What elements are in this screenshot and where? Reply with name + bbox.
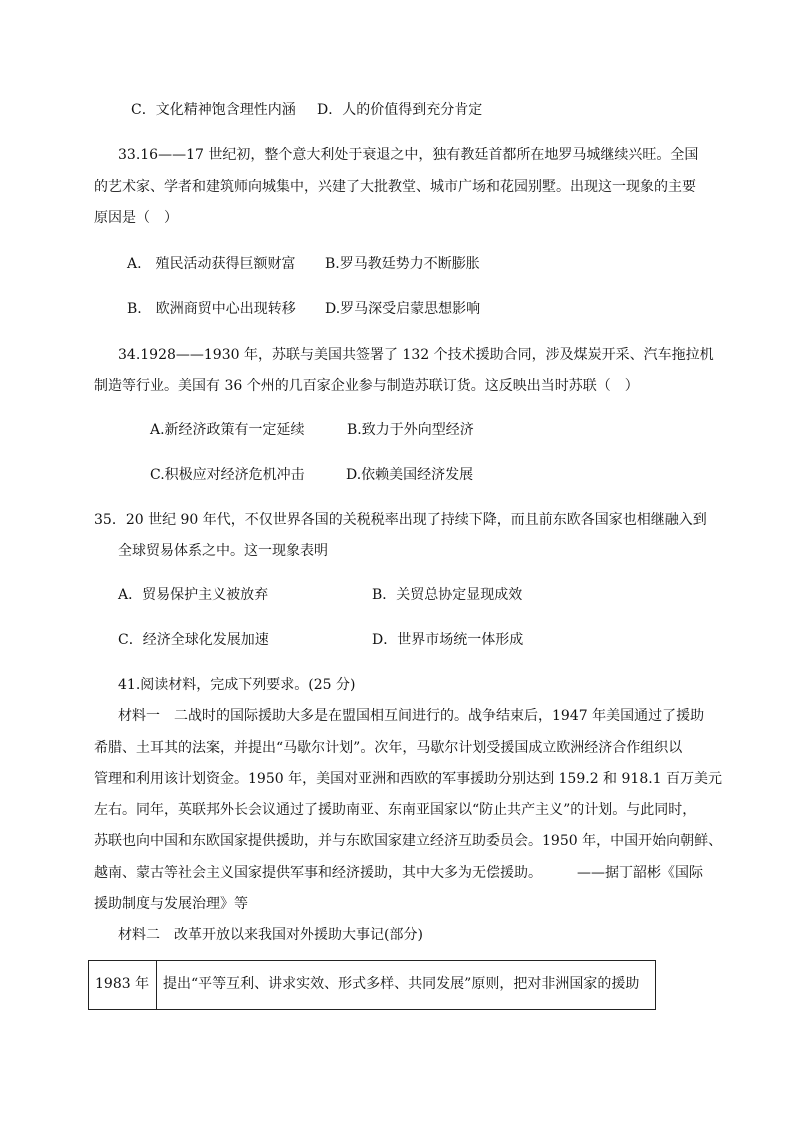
- q33-option-c: B. 欧洲商贸中心出现转移: [127, 301, 296, 317]
- q34-stem-line-2: 制造等行业。美国有 36 个州的几百家企业参与制造苏联订货。这反映出当时苏联（ ）: [94, 378, 639, 394]
- q35-option-c: C．经济全球化发展加速: [118, 632, 269, 648]
- table-cell-year: 1983 年: [89, 961, 157, 1009]
- q32-option-d: D．人的价值得到充分肯定: [317, 102, 483, 118]
- q34-option-a: A.新经济政策有一定延续: [150, 422, 305, 438]
- q33-stem-line-2: 的艺术家、学者和建筑师向城集中，兴建了大批教堂、城市广场和花园别墅。出现这一现象的主要: [94, 179, 696, 195]
- q33-stem-line-1: 33.16——17 世纪初，整个意大利处于衰退之中，独有教廷首都所在地罗马城继续兴旺。全国: [118, 147, 699, 163]
- q34-option-b: B.致力于外向型经济: [347, 422, 474, 438]
- q35-option-b: B．关贸总协定显现成效: [372, 587, 523, 603]
- q33-option-a: A. 殖民活动获得巨额财富: [127, 256, 296, 272]
- q35-stem-line-2: 全球贸易体系之中。这一现象表明: [118, 543, 328, 559]
- q35-stem-line-1: 35．20 世纪 90 年代，不仅世界各国的关税税率出现了持续下降，而且前东欧各国家也相继融入到: [94, 512, 707, 528]
- table-cell-event: 提出“平等互利、讲求实效、形式多样、共同发展”原则，把对非洲国家的援助: [163, 976, 640, 992]
- material-1-line-1: 材料一 二战时的国际援助大多是在盟国相互间进行的。战争结束后，1947 年美国通过了援助: [118, 708, 705, 724]
- material-1-line-2: 希腊、土耳其的法案，并提出“马歇尔计划”。次年，马歇尔计划受援国成立欧洲经济合作组织以: [94, 740, 683, 756]
- material-1-line-4: 左右。同年，英联邦外长会议通过了援助南亚、东南亚国家以“防止共产主义”的计划。与此同时，: [94, 802, 697, 818]
- q32-option-c: C．文化精神饱含理性内涵: [131, 102, 296, 118]
- q35-option-d: D．世界市场统一体形成: [372, 632, 524, 648]
- q34-option-c: C.积极应对经济危机冲击: [150, 467, 305, 483]
- events-table: [88, 960, 656, 1010]
- material-2-title: 材料二 改革开放以来我国对外援助大事记(部分): [118, 927, 423, 943]
- q33-stem-line-3: 原因是（ ）: [94, 210, 178, 226]
- q33-option-b: B.罗马教廷势力不断膨胀: [325, 256, 480, 272]
- material-1-line-3: 管理和利用该计划资金。1950 年，美国对亚洲和西欧的军事援助分别达到 159.2 和 918.1 百万美元: [94, 771, 723, 787]
- q35-option-a: A．贸易保护主义被放弃: [118, 587, 269, 603]
- q34-option-d: D.依赖美国经济发展: [346, 467, 474, 483]
- material-1-line-7: 援助制度与发展治理》等: [94, 896, 248, 912]
- material-1-line-6: 越南、蒙古等社会主义国家提供军事和经济援助，其中大多为无偿援助。 ——据丁韶彬《国际: [94, 865, 703, 881]
- material-1-line-5: 苏联也向中国和东欧国家提供援助，并与东欧国家建立经济互助委员会。1950 年，中国开始向朝鲜、: [94, 833, 723, 849]
- q33-option-d: D.罗马深受启蒙思想影响: [325, 301, 481, 317]
- q41-title: 41.阅读材料，完成下列要求。(25 分): [118, 677, 356, 693]
- q34-stem-line-1: 34.1928——1930 年，苏联与美国共签署了 132 个技术援助合同，涉及煤炭开采、汽车拖拉机: [118, 347, 714, 363]
